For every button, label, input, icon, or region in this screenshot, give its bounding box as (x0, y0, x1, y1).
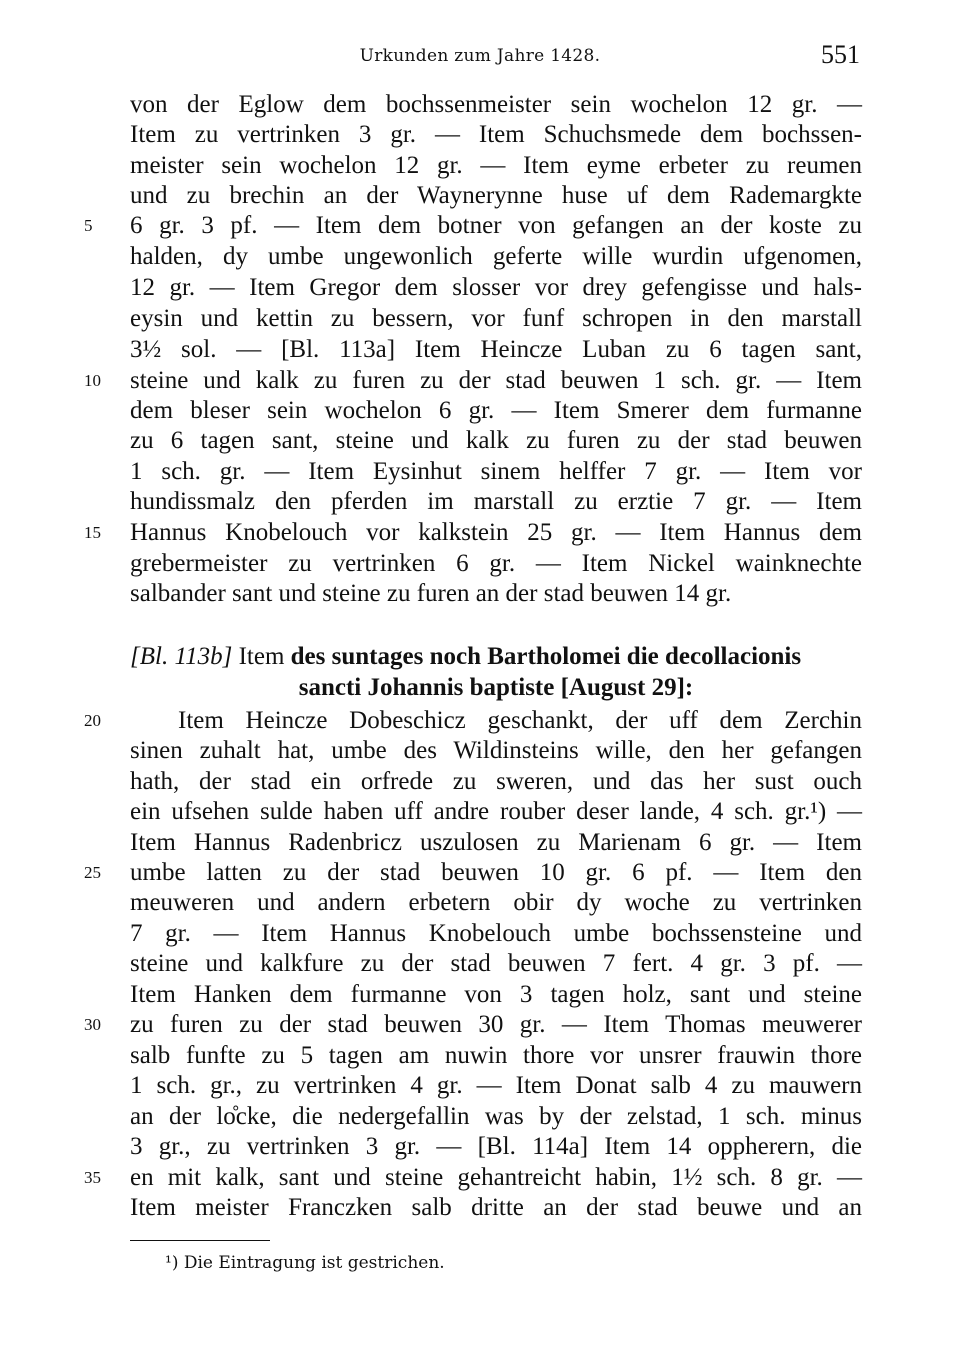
text-line: grebermeister zu vertrinken 6 gr. — Item Nickel wainknechte (130, 550, 862, 577)
running-title: Urkunden zum Jahre 1428. (359, 46, 601, 66)
text-line: 3½ sol. — [Bl. 113a] Item Heincze Luban zu 6 tagen sant, (130, 336, 862, 363)
text-line: hath, der stad ein orfrede zu sweren, und das her sust ouch (130, 768, 862, 795)
text-line: halden, dy umbe ungewonlich geferte wille wurdin ufgenomen, (130, 243, 862, 270)
text-line: an der lo̊cke, die nedergefallin was by der zelstad, 1 sch. minus (130, 1103, 862, 1130)
text-line: zu furen zu der stad beuwen 30 gr. — Item Thomas meuwerer (130, 1011, 862, 1038)
text-line: ein ufsehen sulde haben uff andre rouber deser lande, 4 sch. gr.¹) — (130, 798, 862, 825)
heading-bold-text: des suntages noch Bartholomei die decollacionis (290, 643, 802, 670)
text-line: 12 gr. — Item Gregor dem slosser vor drey gefengisse und hals- (130, 274, 862, 301)
text-line: zu 6 tagen sant, steine und kalk zu furen zu der stad beuwen (130, 427, 862, 454)
text-line: salbander sant und steine zu furen an der stad beuwen 14 gr. (130, 580, 732, 607)
heading-item-word: Item (238, 643, 285, 670)
text-line: Item meister Franczken salb dritte an der stad beuwe und an (130, 1194, 862, 1221)
footnote: ¹) Die Eintragung ist gestrichen. (165, 1253, 445, 1273)
text-line: Hannus Knobelouch vor kalkstein 25 gr. — Item Hannus dem (130, 519, 862, 546)
line-number: 15 (84, 523, 101, 542)
text-line: 1 sch. gr., zu vertrinken 4 gr. — Item Donat salb 4 zu mauwern (130, 1072, 862, 1099)
line-number: 25 (84, 863, 101, 882)
section-heading-line-1 (130, 642, 862, 672)
line-number: 35 (84, 1168, 101, 1187)
line-number: 30 (84, 1015, 101, 1034)
folio-reference: [Bl. 113b] (130, 643, 233, 670)
text-line: 1 sch. gr. — Item Eysinhut sinem helffer 7 gr. — Item vor (130, 458, 862, 485)
text-line: steine und kalk zu furen zu der stad beuwen 1 sch. gr. — Item (130, 367, 862, 394)
text-line: Item Hanken dem furmanne von 3 tagen holz, sant und steine (130, 981, 862, 1008)
text-line: 3 gr., zu vertrinken 3 gr. — [Bl. 114a] Item 14 oppherern, die (130, 1133, 862, 1160)
text-line: meuweren und andern erbetern obir dy woche zu vertrinken (130, 889, 862, 916)
text-line: Item Hannus Radenbricz uszulosen zu Marienam 6 gr. — Item (130, 829, 862, 856)
text-line: meister sein wochelon 12 gr. — Item eyme erbeter zu reumen (130, 152, 862, 179)
page-header (0, 40, 960, 80)
line-number: 5 (84, 216, 93, 235)
text-line: dem bleser sein wochelon 6 gr. — Item Smerer dem furmanne (130, 397, 862, 424)
text-line: Item Heincze Dobeschicz geschankt, der uff dem Zerchin (178, 707, 862, 734)
text-line: 7 gr. — Item Hannus Knobelouch umbe bochssensteine und (130, 920, 862, 947)
text-line: sinen zuhalt hat, umbe des Wildinsteins wille, den her gefangen (130, 737, 862, 764)
page-number: 551 (821, 40, 860, 69)
text-line: von der Eglow dem bochssenmeister sein wochelon 12 gr. — (130, 91, 862, 118)
text-line: salb funfte zu 5 tagen am nuwin thore vor unsrer frauwin thore (130, 1042, 862, 1069)
text-line: 6 gr. 3 pf. — Item dem botner von gefangen an der koste zu (130, 212, 862, 239)
line-number: 20 (84, 711, 101, 730)
footnote-divider (130, 1240, 270, 1241)
text-line: und zu brechin an der Waynerynne huse uf dem Rademargkte (130, 182, 862, 209)
line-number: 10 (84, 371, 101, 390)
text-line: Item zu vertrinken 3 gr. — Item Schuchsmede dem bochssen- (130, 121, 862, 148)
section-heading-line-2: sancti Johannis baptiste [August 29]: (298, 674, 694, 701)
text-line: hundissmalz den pferden im marstall zu erztie 7 gr. — Item (130, 488, 862, 515)
text-line: eysin und kettin zu bessern, vor funf schropen in den marstall (130, 305, 862, 332)
text-line: steine und kalkfure zu der stad beuwen 7 fert. 4 gr. 3 pf. — (130, 950, 862, 977)
text-line: umbe latten zu der stad beuwen 10 gr. 6 pf. — Item den (130, 859, 862, 886)
text-line: en mit kalk, sant und steine gehantreicht habin, 1½ sch. 8 gr. — (130, 1164, 862, 1191)
